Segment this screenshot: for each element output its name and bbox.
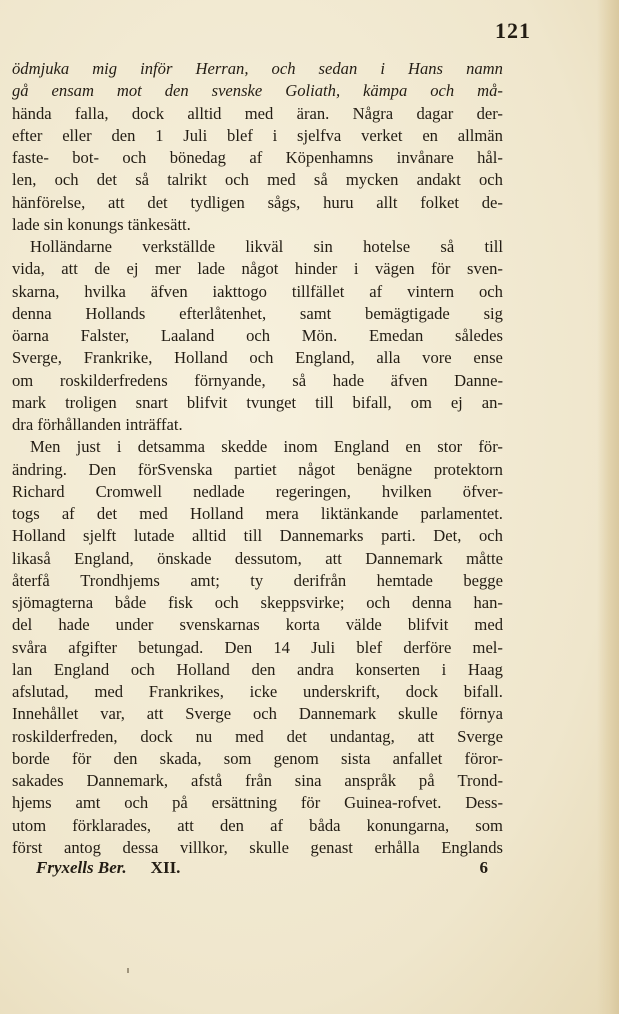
text-line: mark troligen snart blifvit tvunget till bifall, om ej an-	[12, 392, 503, 412]
paper-speck	[127, 968, 129, 973]
text-line: öarna Falster, Laaland och Mön. Emedan således	[12, 326, 503, 345]
text-line: hända falla, dock alltid med äran. Några dagar der-	[12, 103, 503, 123]
text-line: togs af det med Holland mera liktänkande parlamentet.	[12, 504, 503, 523]
footer-signature: 6	[479, 858, 488, 877]
text-line: ödmjuka mig inför Herran, och sedan i Hans namn	[12, 59, 503, 78]
text-line: efter eller den 1 Juli blef i sjelfva verket en allmän	[12, 125, 503, 145]
text-line: utom förklarades, att den af båda konungarna, som	[12, 815, 503, 835]
text-line: skarna, hvilka äfven iakttogo tillfället af vintern och	[12, 281, 503, 301]
text-line: återfå Trondhjems amt; ty derifrån hemtade begge	[12, 570, 503, 590]
page-footer	[36, 858, 488, 878]
footer-author: Fryxells Ber.	[36, 858, 127, 877]
text-line: faste- bot- och bönedag af Köpenhamns invånare hål-	[12, 148, 503, 167]
text-line: sakades Dannemark, afstå från sina anspråk på Trond-	[12, 771, 503, 790]
text-line: först antog dessa villkor, skulle genast erhålla Englands	[12, 837, 503, 857]
text-line: Holländarne verkställde likväl sin hotelse så till	[30, 237, 503, 256]
text-line: Holland sjelft lutade alltid till Dannemarks parti. Det, och	[12, 526, 503, 546]
text-line: hänförelse, att det tydligen sågs, huru allt folket de-	[12, 192, 503, 212]
text-line: Innehållet var, att Sverge och Dannemark skulle förnya	[12, 704, 503, 724]
text-line: del hade under svenskarnas korta välde blifvit med	[12, 615, 503, 635]
text-line: likaså England, önskade dessutom, att Dannemark måtte	[12, 548, 503, 568]
text-line: vida, att de ej mer lade något hinder i vägen för sven-	[12, 259, 503, 279]
text-line: afslutad, med Frankrikes, icke underskrift, dock bifall.	[12, 682, 503, 701]
page-number: 121	[495, 18, 531, 43]
text-line: denna Hollands efterlåtenhet, samt bemägtigade sig	[12, 303, 503, 323]
footer-volume: XII.	[150, 858, 181, 877]
text-line: Men just i detsamma skedde inom England en stor för-	[30, 437, 503, 457]
text-line: borde för den skada, som genom sista anfallet föror-	[12, 748, 503, 768]
text-line: len, och det så talrikt och med så mycken andakt och	[12, 170, 503, 190]
text-line: sjömagterna både fisk och skeppsvirke; och denna han-	[12, 593, 503, 612]
text-line: hjems amt och på ersättning för Guinea-rofvet. Dess-	[12, 793, 503, 813]
text-line: lan England och Holland den andra konserten i Haag	[12, 659, 503, 679]
text-line: lade sin konungs tänkesätt.	[12, 214, 191, 234]
page-edge-shadow	[597, 0, 619, 1014]
text-line: dra förhållanden inträffat.	[12, 415, 183, 434]
text-line: svåra afgifter betungad. Den 14 Juli blef derföre mel-	[12, 637, 503, 657]
text-line: roskilderfreden, dock nu med det undantag, att Sverge	[12, 726, 503, 746]
body-text	[12, 58, 503, 859]
text-line: Richard Cromwell nedlade regeringen, hvilken öfver-	[12, 481, 503, 501]
text-line: ändring. Den förSvenska partiet något benägne protektorn	[12, 459, 503, 479]
text-line: gå ensam mot den svenske Goliath, kämpa och må-	[12, 81, 503, 101]
text-line: om roskilderfredens förnyande, så hade äfven Danne-	[12, 370, 503, 390]
text-line: Sverge, Frankrike, Holland och England, alla vore ense	[12, 348, 503, 368]
